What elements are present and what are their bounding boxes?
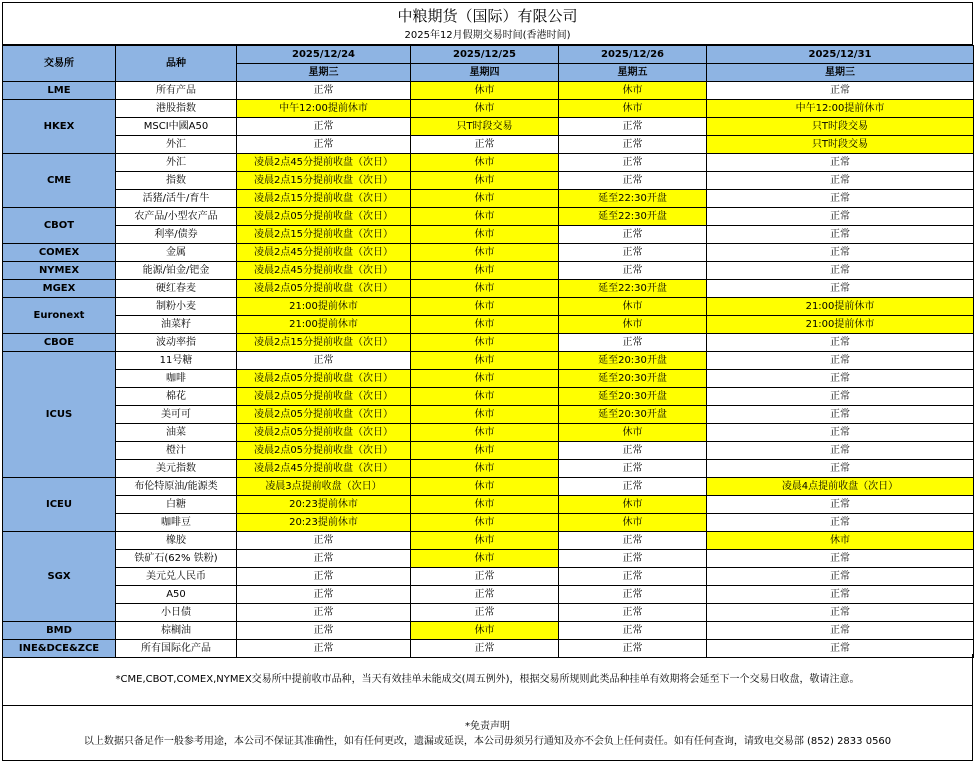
exchange-cell: INE&DCE&ZCE	[3, 640, 116, 658]
col-header-weekday: 星期三	[707, 64, 974, 82]
status-cell: 21:00提前休市	[707, 316, 974, 334]
status-cell: 凌晨2点05分提前收盘（次日）	[237, 280, 411, 298]
exchange-cell: HKEX	[3, 100, 116, 154]
col-header-date: 2025/12/31	[707, 46, 974, 64]
status-cell: 正常	[411, 640, 559, 658]
status-cell: 正常	[707, 352, 974, 370]
table-row	[3, 352, 974, 370]
exchange-cell: CBOE	[3, 334, 116, 352]
status-cell: 凌晨2点45分提前收盘（次日）	[237, 460, 411, 478]
status-cell: 正常	[707, 388, 974, 406]
status-cell: 中午12:00提前休市	[237, 100, 411, 118]
product-cell: 美元指数	[116, 460, 237, 478]
status-cell: 正常	[411, 568, 559, 586]
col-header-date: 2025/12/26	[559, 46, 707, 64]
status-cell: 正常	[707, 496, 974, 514]
status-cell: 休市	[411, 460, 559, 478]
status-cell: 休市	[411, 262, 559, 280]
status-cell: 休市	[411, 532, 559, 550]
status-cell: 休市	[411, 244, 559, 262]
exchange-cell: CME	[3, 154, 116, 208]
table-row	[3, 244, 974, 262]
status-cell: 凌晨2点45分提前收盘（次日）	[237, 262, 411, 280]
product-cell: 11号糖	[116, 352, 237, 370]
exchange-cell: MGEX	[3, 280, 116, 298]
product-cell: A50	[116, 586, 237, 604]
product-cell: 橡胶	[116, 532, 237, 550]
product-cell: 美可可	[116, 406, 237, 424]
status-cell: 正常	[237, 568, 411, 586]
product-cell: 棉花	[116, 388, 237, 406]
status-cell: 正常	[237, 586, 411, 604]
table-row	[3, 226, 974, 244]
product-cell: 铁矿石(62% 铁粉)	[116, 550, 237, 568]
status-cell: 中午12:00提前休市	[707, 100, 974, 118]
status-cell: 正常	[237, 532, 411, 550]
status-cell: 休市	[411, 442, 559, 460]
table-row	[3, 262, 974, 280]
status-cell: 正常	[559, 604, 707, 622]
product-cell: 布伦特原油/能源类	[116, 478, 237, 496]
exchange-cell: SGX	[3, 532, 116, 622]
exchange-cell: ICEU	[3, 478, 116, 532]
disclaimer-text: 以上数据只备足作一般参考用途，本公司不保证其准确性，如有任何更改，遗漏或延误，本公司毋须另行通知及亦不会负上任何责任。如有任何查询，请致电交易部 (852) 2833 0560	[83, 736, 892, 747]
status-cell: 正常	[707, 334, 974, 352]
table-row	[3, 82, 974, 100]
status-cell: 正常	[237, 82, 411, 100]
status-cell: 休市	[411, 82, 559, 100]
table-row	[3, 334, 974, 352]
status-cell: 正常	[237, 550, 411, 568]
status-cell: 休市	[559, 316, 707, 334]
product-cell: 美元兑人民币	[116, 568, 237, 586]
status-cell: 休市	[411, 334, 559, 352]
status-cell: 延至20:30开盘	[559, 352, 707, 370]
table-row	[3, 298, 974, 316]
exchange-cell: COMEX	[3, 244, 116, 262]
status-cell: 凌晨2点05分提前收盘（次日）	[237, 442, 411, 460]
status-cell: 只T时段交易	[707, 136, 974, 154]
col-header-weekday: 星期五	[559, 64, 707, 82]
table-row	[3, 478, 974, 496]
col-header-date: 2025/12/25	[411, 46, 559, 64]
status-cell: 休市	[411, 352, 559, 370]
product-cell: 硬红春麦	[116, 280, 237, 298]
status-cell: 正常	[707, 262, 974, 280]
status-cell: 正常	[237, 640, 411, 658]
status-cell: 休市	[411, 100, 559, 118]
product-cell: 橙汁	[116, 442, 237, 460]
status-cell: 正常	[707, 622, 974, 640]
table-row	[3, 424, 974, 442]
table-row	[3, 388, 974, 406]
status-cell: 凌晨2点05分提前收盘（次日）	[237, 406, 411, 424]
status-cell: 正常	[707, 460, 974, 478]
status-cell: 正常	[237, 352, 411, 370]
table-row	[3, 586, 974, 604]
status-cell: 正常	[559, 622, 707, 640]
product-cell: 棕榈油	[116, 622, 237, 640]
status-cell: 正常	[707, 244, 974, 262]
product-cell: 油菜籽	[116, 316, 237, 334]
product-cell: 利率/债券	[116, 226, 237, 244]
disclaimer-title: *免责声明	[465, 721, 510, 732]
status-cell: 正常	[237, 604, 411, 622]
table-row	[3, 190, 974, 208]
status-cell: 21:00提前休市	[237, 316, 411, 334]
table-row	[3, 442, 974, 460]
status-cell: 正常	[559, 640, 707, 658]
status-cell: 正常	[411, 136, 559, 154]
exchange-cell: Euronext	[3, 298, 116, 334]
table-row	[3, 316, 974, 334]
product-cell: 能源/铂金/钯金	[116, 262, 237, 280]
table-row	[3, 514, 974, 532]
product-cell: 金属	[116, 244, 237, 262]
col-header-date: 2025/12/24	[237, 46, 411, 64]
table-row	[3, 568, 974, 586]
product-cell: 活猪/活牛/育牛	[116, 190, 237, 208]
table-row	[3, 532, 974, 550]
table-row	[3, 622, 974, 640]
status-cell: 休市	[411, 190, 559, 208]
status-cell: 休市	[411, 370, 559, 388]
status-cell: 20:23提前休市	[237, 514, 411, 532]
status-cell: 休市	[411, 298, 559, 316]
table-row	[3, 154, 974, 172]
status-cell: 休市	[411, 406, 559, 424]
status-cell: 正常	[237, 622, 411, 640]
status-cell: 凌晨2点05分提前收盘（次日）	[237, 370, 411, 388]
status-cell: 正常	[707, 568, 974, 586]
status-cell: 正常	[707, 154, 974, 172]
product-cell: 外汇	[116, 154, 237, 172]
status-cell: 凌晨2点05分提前收盘（次日）	[237, 388, 411, 406]
status-cell: 休市	[411, 622, 559, 640]
status-cell: 正常	[707, 280, 974, 298]
product-cell: 白糖	[116, 496, 237, 514]
table-row	[3, 118, 974, 136]
status-cell: 凌晨2点45分提前收盘（次日）	[237, 154, 411, 172]
product-cell: 外汇	[116, 136, 237, 154]
status-cell: 正常	[707, 586, 974, 604]
status-cell: 凌晨2点15分提前收盘（次日）	[237, 226, 411, 244]
col-header-exchange: 交易所	[3, 46, 116, 82]
status-cell: 休市	[559, 424, 707, 442]
status-cell: 休市	[411, 388, 559, 406]
col-header-product: 品种	[116, 46, 237, 82]
col-header-weekday: 星期四	[411, 64, 559, 82]
status-cell: 延至20:30开盘	[559, 370, 707, 388]
status-cell: 正常	[707, 640, 974, 658]
status-cell: 休市	[411, 514, 559, 532]
status-cell: 延至22:30开盘	[559, 208, 707, 226]
product-cell: 咖啡豆	[116, 514, 237, 532]
status-cell: 休市	[559, 100, 707, 118]
table-row	[3, 604, 974, 622]
status-cell: 休市	[411, 550, 559, 568]
status-cell: 正常	[237, 136, 411, 154]
product-cell: 波动率指	[116, 334, 237, 352]
table-row	[3, 100, 974, 118]
exchange-cell: ICUS	[3, 352, 116, 478]
product-cell: 农产品/小型农产品	[116, 208, 237, 226]
table-row	[3, 280, 974, 298]
status-cell: 正常	[411, 586, 559, 604]
table-row	[3, 406, 974, 424]
exchange-cell: NYMEX	[3, 262, 116, 280]
status-cell: 延至20:30开盘	[559, 388, 707, 406]
status-cell: 正常	[559, 568, 707, 586]
status-cell: 休市	[411, 154, 559, 172]
status-cell: 正常	[559, 478, 707, 496]
schedule-body	[3, 82, 974, 658]
status-cell: 21:00提前休市	[707, 298, 974, 316]
status-cell: 休市	[559, 514, 707, 532]
status-cell: 休市	[411, 226, 559, 244]
status-cell: 正常	[559, 154, 707, 172]
product-cell: 制粉小麦	[116, 298, 237, 316]
company-title: 中粮期货（国际）有限公司	[2, 2, 973, 28]
status-cell: 正常	[559, 172, 707, 190]
product-cell: 所有产品	[116, 82, 237, 100]
status-cell: 休市	[411, 172, 559, 190]
table-row	[3, 172, 974, 190]
status-cell: 正常	[559, 118, 707, 136]
status-cell: 休市	[411, 280, 559, 298]
status-cell: 凌晨2点15分提前收盘（次日）	[237, 190, 411, 208]
disclaimer	[2, 706, 973, 761]
status-cell: 正常	[707, 424, 974, 442]
status-cell: 凌晨4点提前收盘（次日）	[707, 478, 974, 496]
status-cell: 正常	[707, 190, 974, 208]
status-cell: 休市	[559, 496, 707, 514]
table-row	[3, 136, 974, 154]
status-cell: 凌晨3点提前收盘（次日）	[237, 478, 411, 496]
status-cell: 正常	[559, 226, 707, 244]
status-cell: 正常	[559, 460, 707, 478]
table-row	[3, 550, 974, 568]
status-cell: 凌晨2点05分提前收盘（次日）	[237, 424, 411, 442]
table-row	[3, 460, 974, 478]
status-cell: 20:23提前休市	[237, 496, 411, 514]
table-row	[3, 496, 974, 514]
status-cell: 休市	[707, 532, 974, 550]
status-cell: 凌晨2点45分提前收盘（次日）	[237, 244, 411, 262]
status-cell: 只T时段交易	[411, 118, 559, 136]
schedule-subtitle: 2025年12月假期交易时间(香港时间)	[2, 27, 973, 45]
col-header-weekday: 星期三	[237, 64, 411, 82]
status-cell: 正常	[411, 604, 559, 622]
status-cell: 正常	[707, 514, 974, 532]
table-row	[3, 370, 974, 388]
status-cell: 正常	[559, 244, 707, 262]
exchange-cell: CBOT	[3, 208, 116, 244]
status-cell: 正常	[559, 532, 707, 550]
product-cell: MSCI中國A50	[116, 118, 237, 136]
status-cell: 延至20:30开盘	[559, 406, 707, 424]
status-cell: 正常	[559, 136, 707, 154]
status-cell: 正常	[707, 370, 974, 388]
status-cell: 休市	[559, 298, 707, 316]
status-cell: 只T时段交易	[707, 118, 974, 136]
status-cell: 正常	[707, 208, 974, 226]
product-cell: 港股指数	[116, 100, 237, 118]
status-cell: 休市	[559, 82, 707, 100]
status-cell: 正常	[559, 334, 707, 352]
status-cell: 21:00提前休市	[237, 298, 411, 316]
status-cell: 正常	[559, 442, 707, 460]
exchange-cell: BMD	[3, 622, 116, 640]
exchange-cell: LME	[3, 82, 116, 100]
status-cell: 休市	[411, 208, 559, 226]
status-cell: 休市	[411, 424, 559, 442]
product-cell: 所有国际化产品	[116, 640, 237, 658]
status-cell: 正常	[707, 604, 974, 622]
product-cell: 小日债	[116, 604, 237, 622]
status-cell: 正常	[559, 550, 707, 568]
status-cell: 正常	[559, 262, 707, 280]
status-cell: 休市	[411, 316, 559, 334]
trading-note: *CME,CBOT,COMEX,NYMEX交易所中提前收市品种，当天有效挂单未能成交(周五例外)，根据交易所规则此类品种挂单有效期将会延至下一个交易日收盘，敬请注意。	[2, 654, 973, 706]
status-cell: 正常	[707, 442, 974, 460]
status-cell: 延至22:30开盘	[559, 280, 707, 298]
status-cell: 凌晨2点05分提前收盘（次日）	[237, 208, 411, 226]
status-cell: 休市	[411, 478, 559, 496]
status-cell: 正常	[237, 118, 411, 136]
status-cell: 休市	[411, 496, 559, 514]
schedule-table	[2, 45, 974, 658]
status-cell: 正常	[707, 82, 974, 100]
status-cell: 正常	[707, 550, 974, 568]
product-cell: 油菜	[116, 424, 237, 442]
status-cell: 凌晨2点15分提前收盘（次日）	[237, 334, 411, 352]
product-cell: 指数	[116, 172, 237, 190]
status-cell: 凌晨2点15分提前收盘（次日）	[237, 172, 411, 190]
status-cell: 正常	[707, 226, 974, 244]
table-row	[3, 208, 974, 226]
product-cell: 咖啡	[116, 370, 237, 388]
status-cell: 延至22:30开盘	[559, 190, 707, 208]
status-cell: 正常	[707, 172, 974, 190]
status-cell: 正常	[707, 406, 974, 424]
status-cell: 正常	[559, 586, 707, 604]
